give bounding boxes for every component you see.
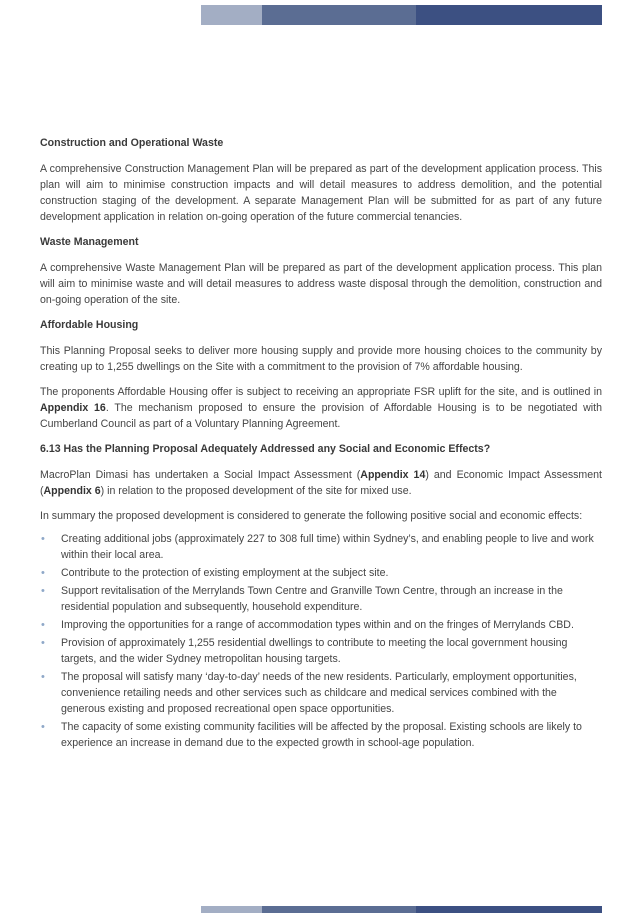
heading-social-economic: 6.13 Has the Planning Proposal Adequately Addressed any Social and Economic Effects? xyxy=(40,443,491,455)
list-item: • Creating additional jobs (approximately 227 to 308 full time) within Sydney’s, and enabling people to live and work within their local area. xyxy=(40,531,602,563)
list-item: • The proposal will satisfy many ‘day-to-day’ needs of the new residents. Particularly, employment opportunities, convenience retailing needs and other services such as childcare and medical services combined with the generous existing and proposed recreational open space opportunities. xyxy=(40,669,602,717)
list-item: • Contribute to the protection of existing employment at the subject site. xyxy=(40,565,602,581)
para-waste-management: A comprehensive Waste Management Plan will be prepared as part of the development application process. This plan will aim to minimise waste and will detail measures to address waste disposal through the demolition, construction and on-going operation of the site. xyxy=(40,262,602,306)
list-item: • The capacity of some existing community facilities will be affected by the proposal. Existing schools are likely to experience an increase in demand due to the expected growth in school-age population. xyxy=(40,719,602,751)
appendix-14-ref: Appendix 14 xyxy=(360,469,426,481)
list-item: • Support revitalisation of the Merrylands Town Centre and Granville Town Centre, through an increase in the residential population and subsequently, household expenditure. xyxy=(40,583,602,615)
footer-bar-segment-light xyxy=(201,906,262,913)
list-item: • Provision of approximately 1,255 residential dwellings to contribute to meeting the local government housing targets, and the wider Sydney metropolitan housing targets. xyxy=(40,635,602,667)
header-bar-segment-light xyxy=(201,5,262,25)
para-social-1-text-a: MacroPlan Dimasi has undertaken a Social Impact Assessment ( xyxy=(40,469,361,481)
list-item: • Improving the opportunities for a range of accommodation types within and on the fringes of Merrylands CBD. xyxy=(40,617,602,633)
header-bar xyxy=(201,5,602,25)
header-bar-segment-mid xyxy=(262,5,416,25)
footer-bar xyxy=(201,906,602,913)
document-body xyxy=(40,135,602,753)
footer-bar-segment-dark xyxy=(416,906,602,913)
header-bar-segment-dark xyxy=(416,5,602,25)
para-construction-waste: A comprehensive Construction Management Plan will be prepared as part of the development application process. This plan will aim to minimise construction impacts and will detail measures to address demolition, and the potential construction staging of the development. A separate Management Plan will be submitted for as part of any future development application in relation on-going operation of the future commercial tenancies. xyxy=(40,163,602,223)
para-social-1-text-c: ) and Economic Impact Assessment ( xyxy=(40,469,602,497)
para-social-1-text-e: ) in relation to the proposed development of the site for mixed use. xyxy=(100,485,412,497)
para-affordable-2-text-c: . The mechanism proposed to ensure the provision of Affordable Housing is to be negotiated with Cumberland Council as part of a Voluntary Planning Agreement. xyxy=(40,402,602,430)
para-affordable-housing-2 xyxy=(40,384,602,432)
footer-bar-segment-mid xyxy=(262,906,416,913)
heading-construction-waste: Construction and Operational Waste xyxy=(40,137,224,149)
para-social-1 xyxy=(40,467,602,499)
para-affordable-2-text-a: The proponents Affordable Housing offer is subject to receiving an appropriate FSR uplift for the site, and is outlined in xyxy=(40,386,602,398)
appendix-16-ref: Appendix 16 xyxy=(40,402,106,414)
heading-waste-management: Waste Management xyxy=(40,236,139,248)
effects-list xyxy=(40,531,602,751)
para-social-2: In summary the proposed development is considered to generate the following positive social and economic effects: xyxy=(40,510,583,522)
appendix-6-ref: Appendix 6 xyxy=(43,485,101,497)
para-affordable-housing-1: This Planning Proposal seeks to deliver more housing supply and provide more housing choices to the community by creating up to 1,255 dwellings on the Site with a commitment to the provision of 7% affordable housing. xyxy=(40,345,602,373)
heading-affordable-housing: Affordable Housing xyxy=(40,319,139,331)
